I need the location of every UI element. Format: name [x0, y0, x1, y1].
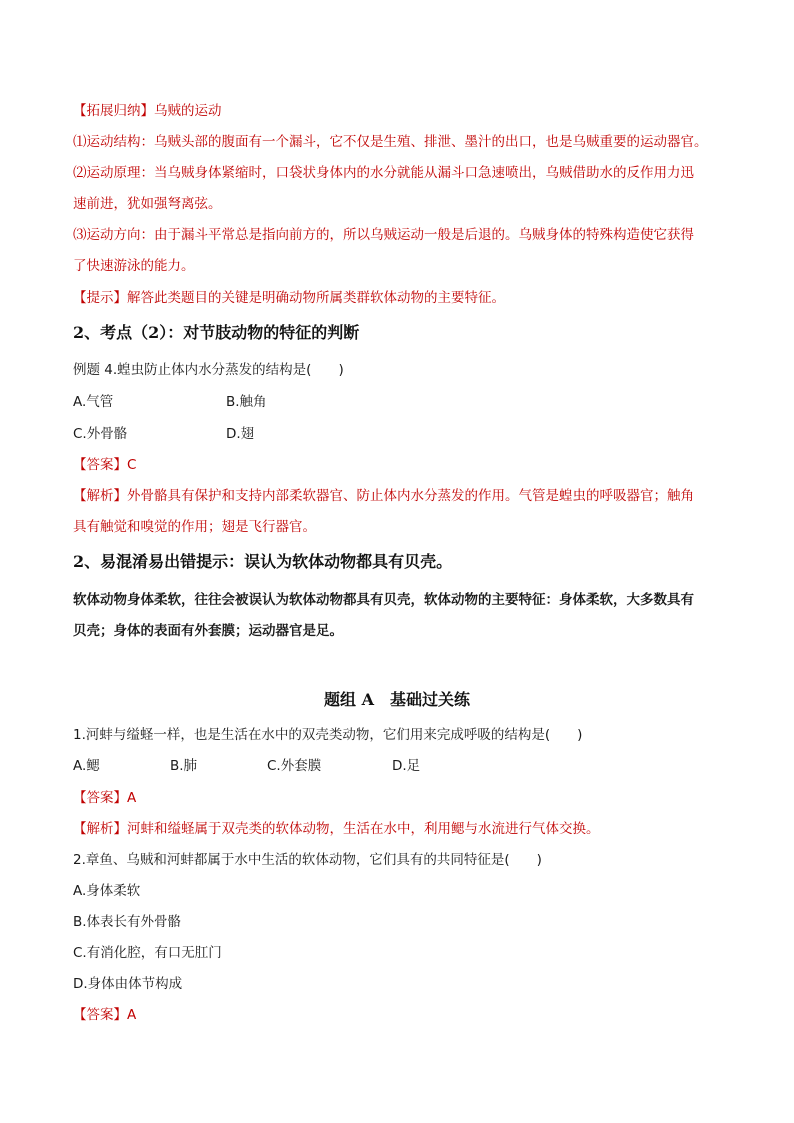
section2-question: 例题 4.蝗虫防止体内水分蒸发的结构是( ) [73, 362, 344, 378]
q1-answer [73, 788, 723, 808]
expand-p3b: 了快速游泳的能力。 [73, 258, 195, 274]
section2-analysis-text-b: 具有触觉和嗅觉的作用；翅是飞行器官。 [73, 519, 316, 535]
section2-heading: 2、考点（2）：对节肢动物的特征的判断 [73, 323, 360, 342]
expand-heading [73, 101, 723, 121]
q2-option-b: B.体表长有外骨骼 [73, 914, 182, 930]
q1-analysis-text: 河蚌和缢蛏属于双壳类的软体动物，生活在水中，利用鳃与水流进行气体交换。 [127, 821, 600, 837]
section2-option-d: D.翅 [226, 426, 255, 442]
q1-option-d: D.足 [392, 758, 421, 774]
q1-analysis [73, 819, 723, 839]
q1-analysis-tag: 【解析】 [73, 821, 127, 837]
section2-option-a: A.气管 [73, 394, 114, 410]
q1-text: 1.河蚌与缢蛏一样，也是生活在水中的双壳类动物，它们用来完成呼吸的结构是( ) [73, 727, 583, 743]
q1-option-a: A.鳃 [73, 758, 100, 774]
q2-answer-tag: 【答案】 [73, 1007, 127, 1023]
q2-option-a: A.身体柔软 [73, 883, 141, 899]
section2-analysis-tag: 【解析】 [73, 488, 127, 504]
q2-option-c: C.有消化腔，有口无肛门 [73, 945, 222, 961]
expand-p3a: ⑶运动方向：由于漏斗平常总是指向前方的，所以乌贼运动一般是后退的。乌贼身体的特殊构造使它获得 [73, 227, 694, 243]
section2-answer [73, 455, 723, 475]
q1-answer-tag: 【答案】 [73, 790, 127, 806]
hint-text: 解答此类题目的关键是明确动物所属类群软体动物的主要特征。 [127, 290, 505, 306]
section2-answer-tag: 【答案】 [73, 457, 127, 473]
q1-option-c: C.外套膜 [267, 758, 322, 774]
hint-line [73, 288, 723, 308]
section2-option-b: B.触角 [226, 394, 267, 410]
expand-p2b: 速前进，犹如强弩离弦。 [73, 196, 222, 212]
q1-answer-value: A [127, 790, 137, 806]
section3-body-b: 贝壳；身体的表面有外套膜；运动器官是足。 [73, 623, 343, 639]
hint-tag: 【提示】 [73, 290, 127, 306]
section2-analysis [73, 486, 723, 506]
expand-p1: ⑴运动结构：乌贼头部的腹面有一个漏斗，它不仅是生殖、排泄、墨汁的出口，也是乌贼重要的运动器官。 [73, 134, 708, 150]
section3-body-a: 软体动物身体柔软，往往会被误认为软体动物都具有贝壳，软体动物的主要特征：身体柔软，大多数具有 [73, 592, 694, 608]
q2-text: 2.章鱼、乌贼和河蚌都属于水中生活的软体动物，它们具有的共同特征是( ) [73, 852, 542, 868]
expand-tag: 【拓展归纳】 [73, 103, 154, 119]
q2-answer-value: A [127, 1007, 137, 1023]
section2-answer-value: C [127, 457, 137, 473]
q1-option-b: B.肺 [170, 758, 198, 774]
expand-p2a: ⑵运动原理：当乌贼身体紧缩时，口袋状身体内的水分就能从漏斗口急速喷出，乌贼借助水的反作用力迅 [73, 165, 694, 181]
q2-answer [73, 1005, 723, 1025]
section2-option-c: C.外骨骼 [73, 426, 128, 442]
section2-analysis-text-a: 外骨骼具有保护和支持内部柔软器官、防止体内水分蒸发的作用。气管是蝗虫的呼吸器官；触角 [127, 488, 694, 504]
expand-title: 乌贼的运动 [154, 103, 222, 119]
section3-heading: 2、易混淆易出错提示：误认为软体动物都具有贝壳。 [73, 552, 453, 571]
group-a-title: 题组 A 基础过关练 [324, 690, 470, 709]
q2-option-d: D.身体由体节构成 [73, 976, 183, 992]
